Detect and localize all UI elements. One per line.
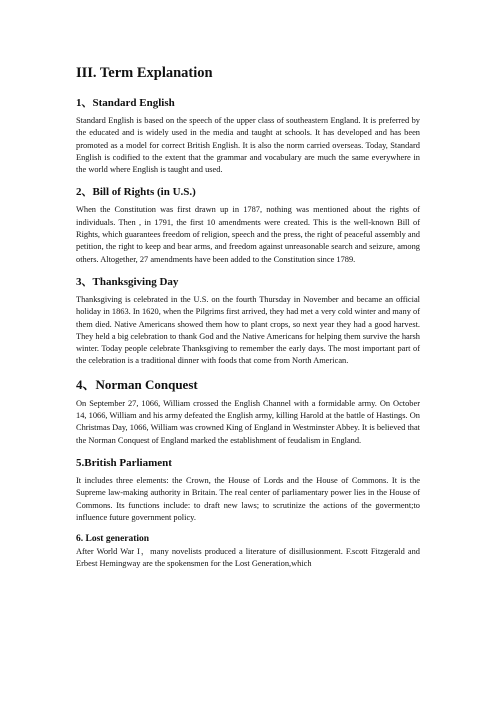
- term-heading: 3、Thanksgiving Day: [76, 275, 179, 288]
- term-heading: 4、Norman Conquest: [76, 376, 198, 392]
- term-norman-conquest: [76, 377, 420, 447]
- term-body: It includes three elements: the Crown, the House of Lords and the House of Commons. It is the Supreme law-making authority in Britain. The real center of parliamentary power lies in the House of Commons. Its functions include: to draft new laws; to scrutinize the actions of the goverment;to influence future government policy.: [76, 475, 420, 522]
- term-heading: 1、Standard English: [76, 97, 175, 109]
- term-heading: 5.British Parliament: [76, 456, 172, 469]
- term-body: Standard English is based on the speech of the upper class of southeastern England. It is preferred by the educated and is widely used in the media and taught at schools. It has developed and has been promoted as a model for correct British English. It is also the norm carried overseas. Today, Standard English is codified to the extent that the grammar and vocabulary are much the same everywhere in the world where English is taught and used.: [76, 116, 420, 175]
- term-body: When the Constitution was first drawn up in 1787, nothing was mentioned about the rights of individuals. Then , in 1791, the first 10 amendments were created. This is the well-known Bill of Rights, which guarantees freedom of religion, speech and the press, the right of peaceful assembly and petition, the right to keep and bear arms, and freedom against unreasonable search and seizure, among others. Altogether, 27 amendments have been added to the Constitution since 1789.: [76, 205, 420, 264]
- term-body: On September 27, 1066, William crossed the English Channel with a formidable army. On October 14, 1066, William and his army defeated the English army, killing Harold at the battle of Hastings. On Christmas Day, 1066, William was crowned King of England in Westminster Abbey. It is believed that the Norman Conquest of England marked the establishment of feudalism in England.: [76, 398, 420, 445]
- term-standard-english: [76, 96, 420, 176]
- term-heading: 2、Bill of Rights (in U.S.): [76, 186, 196, 199]
- term-heading: 6. Lost generation: [76, 534, 150, 545]
- term-lost-generation: [76, 533, 420, 571]
- document-page: [76, 64, 420, 580]
- term-thanksgiving-day: [76, 275, 420, 368]
- page-title: III. Term Explanation: [76, 65, 213, 81]
- term-body: Thanksgiving is celebrated in the U.S. on the fourth Thursday in November and became an official holiday in 1863. In 1620, when the Pilgrims first arrived, they had met a very cold winter and many of them died. Native Americans showed them how to plant crops, so next year they had a good harvest. They held a big celebration to thank God and the Native Americans for helping them survive the harsh winter. Today people celebrate Thanksgiving to remember the early days. The most important part of the celebration is a traditional dinner with foods that come from North American.: [76, 294, 420, 366]
- term-bill-of-rights: [76, 185, 420, 265]
- term-british-parliament: [76, 456, 420, 524]
- term-body: After World War I，many novelists produced a literature of disillusionment. F.scott Fitzgerald and Erbest Hemingway are the spokensmen for the Lost Generation,which: [76, 547, 420, 569]
